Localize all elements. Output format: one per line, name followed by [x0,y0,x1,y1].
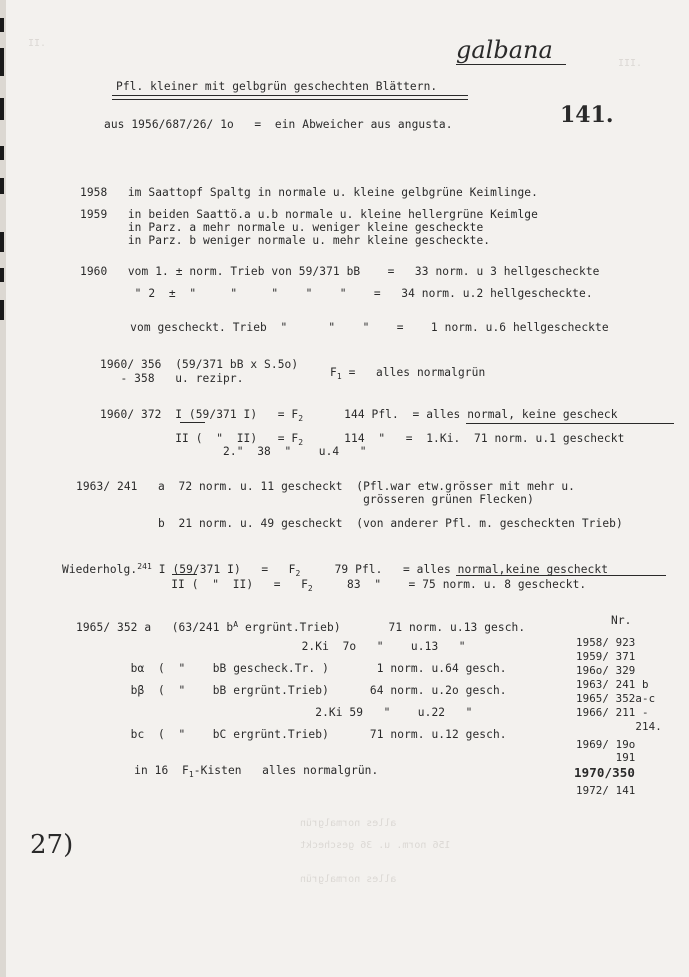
row-352-b: 2.Ki 7o " u.13 " [76,640,466,653]
bleed-through: 156 norm. u. 36 gescheckt [300,840,451,851]
heading: Pfl. kleiner mit gelbgrün geschechten Blättern. [116,80,438,93]
handwritten-page-number: 27) [30,830,74,860]
row-1959: 1959 in beiden Saattö.a u.b normale u. kleine hellergrüne Keimlge [80,208,538,221]
nr-item-current: 1970/350 [574,765,636,780]
binder-hole [0,18,4,32]
nr-item: 196o/ 329 [576,664,636,677]
row-wiederholg-a: Wiederholg.$^{241}$ I (59/371 $I) = F_2$ 79 Pfl. = alles normal,keine gescheckt [62,562,609,578]
nr-item: 1959/ 371 [576,650,636,663]
row-352-a: 1965/ 352 a (63/241 $b^A$ ergrünt.Trieb) 71 norm. u.13 gesch. [76,620,526,634]
binder-hole [0,146,4,160]
binder-hole [0,98,4,120]
binder-hole [0,268,4,282]
row-356-a: 1960/ 356 (59/371 bB x S.5o) [100,358,299,371]
row-1960-a: 1960 vom 1. ± norm. Trieb von 59/371 bB = 33 norm. u 3 hellgescheckte [80,265,600,278]
nr-item: 1972/ 141 [576,784,636,797]
handwritten-number: 141. [560,102,614,128]
row-241-b: grösseren grünen Flecken) [76,493,534,506]
row-356-b: - 358 u. rezipr. [100,372,244,385]
row-352-e: 2.Ki 59 " u.22 " [76,706,473,719]
nr-item: 1963/ 241 b [576,678,649,691]
row-1959-b: in Parz. a mehr normale u. weniger kleine gescheckte [80,221,484,234]
row-352-c: bα ( " bB gescheck.Tr. ) 1 norm. u.64 gesch. [76,662,507,675]
nr-header: Nr. [611,614,632,627]
nr-item: 1966/ 211 - [576,706,649,719]
heading-underline [112,99,468,100]
nr-item: 214. [576,720,662,733]
row-352-d: bβ ( " bB ergrünt.Trieb) 64 norm. u.2o gesch. [76,684,507,697]
row-372-a: 1960/ 372 I (59/371 $I) = F_2$ 144 Pfl. = alles normal, keine gescheck [100,408,618,423]
binder-hole [0,178,4,194]
nr-item: 191 [576,751,636,764]
f1-result: $F_1$ = alles normalgrün [330,366,486,381]
row-last: in 16 $F_1$-Kisten alles normalgrün. [100,764,379,779]
nr-item: 1969/ 19o [576,738,636,751]
nr-item: 1958/ 923 [576,636,636,649]
row-1959-c: in Parz. b weniger normale u. mehr kleine gescheckte. [80,234,491,247]
underline [180,422,205,423]
row-wiederholg-b: II ( " $II) = F_2$ 83 " = 75 norm. u. 8 gescheckt. [96,578,587,593]
heading-underline [112,95,468,96]
result-underline [466,423,674,424]
result-underline [456,575,666,576]
title-underline [456,64,566,65]
bleed-through: alles normalgrün [300,874,397,885]
binder-hole [0,300,4,320]
margin-mark: III. [618,58,643,69]
row-372-b: II ( " $II) = F_2$ 114 " = 1.Ki. 71 norm. u.1 gescheckt [100,432,625,447]
row-372-c: 2." 38 " u.4 " [100,445,367,458]
row-352-f: bc ( " bC ergrünt.Trieb) 71 norm. u.12 gesch. [76,728,507,741]
row-1960-c: vom gescheckt. Trieb " " " = 1 norm. u.6 hellgescheckte [96,321,609,334]
row-1960-b: " 2 ± " " " " " = 34 norm. u.2 hellgescheckte. [80,287,593,300]
binder-hole [0,48,4,76]
binder-hole [0,232,4,252]
bleed-through: II. [28,38,47,49]
bleed-through: alles normalgrün [300,818,397,829]
underline [172,574,197,575]
row-1958: 1958 im Saattopf Spaltg in normale u. kleine gelbgrüne Keimlinge. [80,186,538,199]
nr-item: 1965/ 352a-c [576,692,656,705]
origin-line: aus 1956/687/26/ 1o = ein Abweicher aus angusta. [104,118,453,131]
row-241-c: b 21 norm. u. 49 gescheckt (von anderer Pfl. m. gescheckten Trieb) [76,517,623,530]
row-241-a: 1963/ 241 a 72 norm. u. 11 gescheckt (Pfl.war etw.grösser mit mehr u. [76,480,575,493]
handwritten-title: galbana [456,36,553,64]
